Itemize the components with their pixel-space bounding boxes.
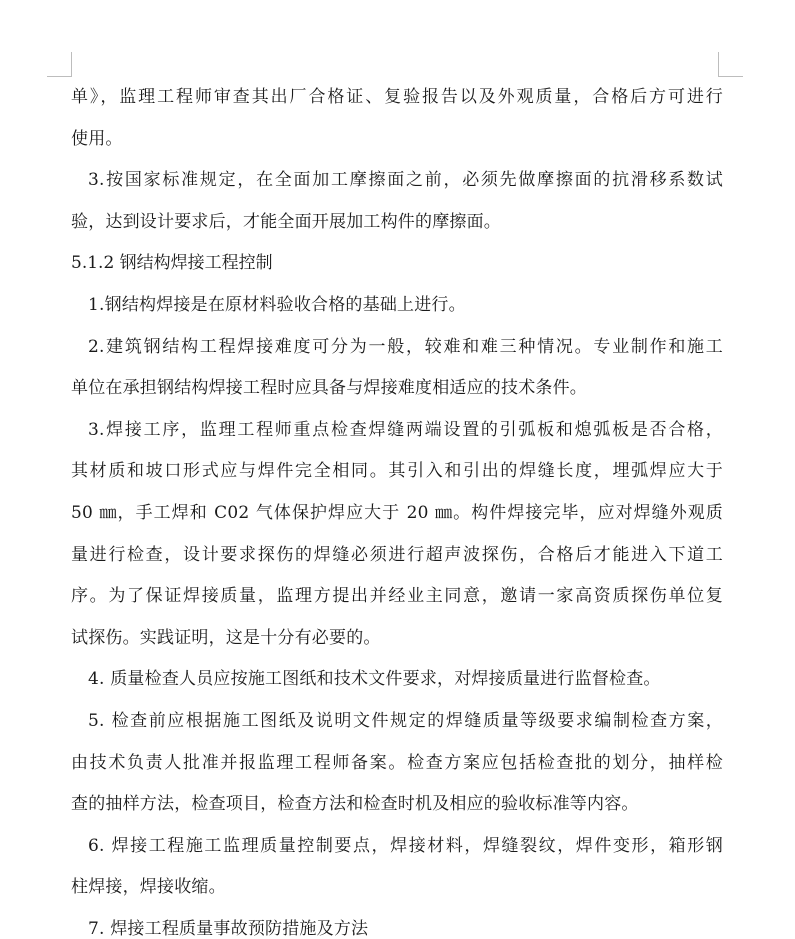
text-line: 验，达到设计要求后，才能全面开展加工构件的摩擦面。 — [71, 211, 501, 232]
crop-mark-top-left — [47, 52, 72, 77]
text-line: 使用。 — [71, 128, 123, 149]
text-line: 由技术负责人批准并报监理工程师备案。检查方案应包括检查批的划分，抽样检 — [71, 752, 723, 773]
document-body — [71, 77, 723, 939]
text-line: 柱焊接，焊接收缩。 — [71, 877, 226, 898]
text-line: 4. 质量检查人员应按施工图纸和技术文件要求，对焊接质量进行监督检查。 — [88, 669, 661, 690]
text-line: 单》，监理工程师审查其出厂合格证、复验报告以及外观质量，合格后方可进行 — [71, 87, 723, 107]
text-line: 1.钢结构焊接是在原材料验收合格的基础上进行。 — [88, 294, 466, 315]
text-line: 50 ㎜，手工焊和 C02 气体保护焊应大于 20 ㎜。构件焊接完毕，应对焊缝外观质 — [71, 502, 723, 523]
text-line: 3.按国家标准规定，在全面加工摩擦面之前，必须先做摩擦面的抗滑移系数试 — [88, 170, 723, 191]
section-heading: 5.1.2 钢结构焊接工程控制 — [71, 253, 273, 274]
crop-mark-top-right — [718, 52, 743, 77]
text-line: 量进行检查，设计要求探伤的焊缝必须进行超声波探伤，合格后才能进入下道工 — [71, 544, 723, 565]
text-line: 6. 焊接工程施工监理质量控制要点，焊接材料，焊缝裂纹，焊件变形，箱形钢 — [88, 835, 723, 856]
text-line: 查的抽样方法，检查项目，检查方法和检查时机及相应的验收标准等内容。 — [71, 794, 639, 815]
text-line: 7. 焊接工程质量事故预防措施及方法 — [88, 918, 369, 939]
text-line: 单位在承担钢结构焊接工程时应具备与焊接难度相适应的技术条件。 — [71, 378, 587, 399]
text-line: 2.建筑钢结构工程焊接难度可分为一般，较难和难三种情况。专业制作和施工 — [88, 336, 723, 357]
text-line: 5. 检查前应根据施工图纸及说明文件规定的焊缝质量等级要求编制检查方案， — [88, 710, 723, 731]
text-line: 试探伤。实践证明，这是十分有必要的。 — [71, 627, 381, 648]
text-line: 其材质和坡口形式应与焊件完全相同。其引入和引出的焊缝长度，埋弧焊应大于 — [71, 461, 723, 482]
text-line: 3.焊接工序，监理工程师重点检查焊缝两端设置的引弧板和熄弧板是否合格， — [88, 419, 723, 440]
text-line: 序。为了保证焊接质量，监理方提出并经业主同意，邀请一家高资质探伤单位复 — [71, 586, 723, 607]
